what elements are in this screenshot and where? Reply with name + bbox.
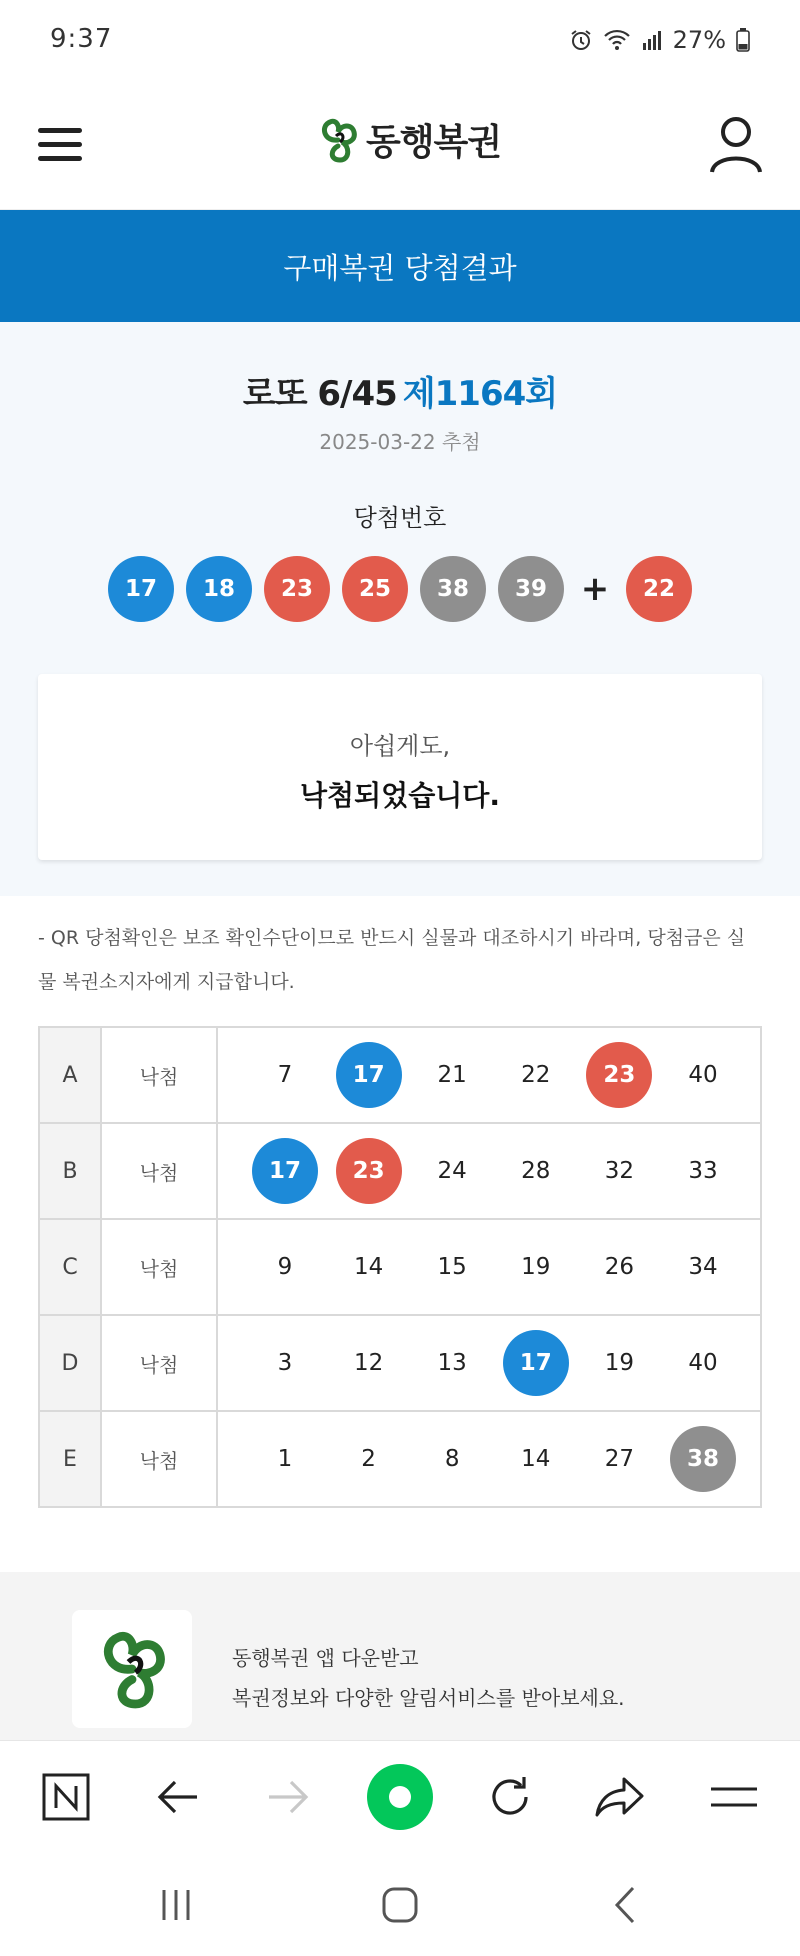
ticket-table [38, 1026, 762, 1508]
status-bar [0, 0, 800, 84]
ticket-number: 34 [688, 1254, 718, 1280]
ticket-number: 19 [604, 1350, 635, 1376]
naver-n-icon[interactable] [36, 1767, 96, 1827]
matched-number-ball: 17 [336, 1042, 402, 1108]
logo-text: 동행복권 [366, 122, 502, 163]
ticket-label: E [39, 1411, 101, 1507]
ticket-row [39, 1219, 761, 1315]
ticket-number: 15 [437, 1254, 467, 1280]
browser-toolbar [0, 1740, 800, 1852]
draw-round: 제1164회 [402, 374, 558, 414]
ticket-number: 21 [437, 1062, 467, 1088]
ticket-number: 22 [521, 1062, 551, 1088]
ticket-number: 7 [277, 1062, 293, 1088]
system-nav-bar [0, 1852, 800, 1956]
ticket-number: 9 [277, 1254, 293, 1280]
ticket-row [39, 1315, 761, 1411]
ticket-number: 1 [277, 1446, 293, 1472]
ticket-number: 14 [353, 1254, 384, 1280]
ticket-number: 13 [437, 1350, 467, 1376]
ticket-status: 낙첨 [101, 1219, 217, 1315]
ticket-number: 2 [361, 1446, 376, 1472]
promo-line-2: 복권정보와 다양한 알림서비스를 받아보세요. [232, 1686, 625, 1710]
winning-ball: 18 [186, 556, 252, 622]
matched-number-ball: 38 [670, 1426, 736, 1492]
ticket-numbers [217, 1315, 761, 1411]
ticket-number: 33 [688, 1158, 718, 1184]
ticket-row [39, 1027, 761, 1123]
ticket-number: 27 [604, 1446, 635, 1472]
battery-percent: 27% [672, 26, 726, 54]
matched-number-ball: 17 [503, 1330, 569, 1396]
matched-number-ball: 23 [336, 1138, 402, 1204]
promo-line-1: 동행복권 앱 다운받고 [232, 1646, 419, 1670]
status-icons [569, 26, 750, 54]
ticket-status: 낙첨 [101, 1123, 217, 1219]
app-header [0, 84, 800, 210]
qr-notice: - QR 당첨확인은 보조 확인수단이므로 반드시 실물과 대조하시기 바라며, 당첨금은 실물 복권소지자에게 지급합니다. [38, 927, 746, 993]
result-card [38, 674, 762, 860]
wifi-icon [603, 29, 631, 51]
share-icon[interactable] [590, 1767, 650, 1827]
ticket-number: 12 [353, 1350, 384, 1376]
promo-text [232, 1638, 625, 1718]
app-logo [72, 1610, 192, 1728]
home-icon[interactable] [370, 1880, 430, 1930]
winning-ball: 17 [108, 556, 174, 622]
menu-lines-icon[interactable] [704, 1767, 764, 1827]
signal-icon [641, 29, 663, 51]
page-title: 구매복권 당첨결과 [283, 250, 517, 285]
ticket-number: 14 [521, 1446, 551, 1472]
plus-sign: + [580, 569, 610, 609]
ticket-number: 26 [604, 1254, 635, 1280]
ticket-number: 3 [277, 1350, 293, 1376]
ticket-number: 28 [521, 1158, 551, 1184]
site-logo[interactable] [316, 114, 501, 165]
hamburger-icon[interactable] [36, 120, 86, 170]
game-name: 로또 6/45 [242, 374, 397, 414]
ticket-numbers [217, 1411, 761, 1507]
battery-icon [736, 28, 750, 52]
draw-result-section [0, 322, 800, 896]
ticket-numbers [217, 1027, 761, 1123]
matched-number-ball: 23 [586, 1042, 652, 1108]
matched-number-ball: 17 [252, 1138, 318, 1204]
result-message: 낙첨되었습니다. [300, 779, 500, 812]
recent-apps-icon[interactable] [146, 1880, 206, 1930]
result-subtext: 아쉽게도, [349, 732, 451, 760]
ticket-label: D [39, 1315, 101, 1411]
winning-ball: 23 [264, 556, 330, 622]
status-time: 9:37 [50, 24, 113, 54]
back-icon[interactable] [596, 1880, 656, 1930]
ticket-numbers [217, 1123, 761, 1219]
page-banner [0, 210, 800, 322]
clover-logo-icon [92, 1627, 172, 1711]
ticket-number: 40 [688, 1062, 718, 1088]
ticket-status: 낙첨 [101, 1411, 217, 1507]
ticket-number: 19 [521, 1254, 551, 1280]
winning-ball: 25 [342, 556, 408, 622]
home-dot-icon[interactable] [362, 1759, 438, 1835]
alarm-icon [569, 28, 593, 52]
refresh-icon[interactable] [480, 1767, 540, 1827]
ticket-numbers [217, 1219, 761, 1315]
app-promo[interactable] [0, 1572, 800, 1740]
draw-date: 2025-03-22 추첨 [319, 430, 481, 454]
ticket-status: 낙첨 [101, 1027, 217, 1123]
ticket-label: C [39, 1219, 101, 1315]
draw-title [0, 366, 800, 415]
forward-arrow-icon[interactable] [258, 1767, 318, 1827]
winning-numbers [0, 556, 800, 622]
user-icon[interactable] [708, 114, 764, 174]
ticket-number: 8 [444, 1446, 460, 1472]
ticket-row [39, 1411, 761, 1507]
winning-ball: 39 [498, 556, 564, 622]
ticket-row [39, 1123, 761, 1219]
winning-numbers-label: 당첨번호 [353, 504, 447, 532]
ticket-label: B [39, 1123, 101, 1219]
ticket-number: 40 [688, 1350, 718, 1376]
bonus-ball: 22 [626, 556, 692, 622]
back-arrow-icon[interactable] [148, 1767, 208, 1827]
clover-logo-icon [316, 116, 360, 164]
winning-ball: 38 [420, 556, 486, 622]
ticket-number: 32 [604, 1158, 635, 1184]
ticket-label: A [39, 1027, 101, 1123]
ticket-number: 24 [437, 1158, 467, 1184]
ticket-status: 낙첨 [101, 1315, 217, 1411]
